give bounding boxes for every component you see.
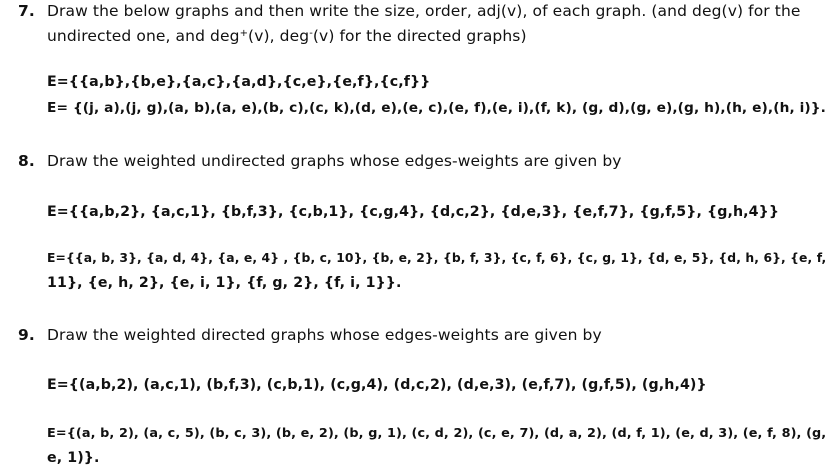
question-8-edge-set-2-line-2: 11}, {e, h, 2}, {e, i, 1}, {f, g, 2}, {f, i, 1}}. bbox=[47, 275, 402, 291]
question-7-text-line-2-part-a: undirected one, and deg bbox=[47, 27, 240, 45]
question-9-edge-set-2-line-1: E={(a, b, 2), (a, c, 5), (b, c, 3), (b, e, 2), (b, g, 1), (c, d, 2), (c, e, 7), (d, a, 2), (d, f, 1), (e, d, 3), (e, f, 8), (g, bbox=[47, 426, 827, 441]
question-9-edge-set-1: E={(a,b,2), (a,c,1), (b,f,3), (c,b,1), (c,g,4), (d,c,2), (d,e,3), (e,f,7), (g,f,5), (g,h,4)} bbox=[47, 377, 707, 393]
question-7-edge-set-2: E= {(j, a),(j, g),(a, b),(a, e),(b, c),(c, k),(d, e),(e, c),(e, f),(e, i),(f, k), (g, d),(g, e),(g, h),(h, e),(h, i)}. bbox=[47, 100, 826, 116]
degree-plus-superscript: + bbox=[239, 28, 249, 39]
question-7-number: 7. bbox=[18, 2, 35, 20]
question-8-edge-set-1: E={{a,b,2}, {a,c,1}, {b,f,3}, {c,b,1}, {c,g,4}, {d,c,2}, {d,e,3}, {e,f,7}, {g,f,5}, {g,h,4}} bbox=[47, 204, 780, 220]
question-7-text-line-2-part-c: (v) for the directed graphs) bbox=[312, 27, 527, 45]
question-7-text-line-2 bbox=[47, 26, 527, 46]
question-7-text-line-2-part-b: (v), deg bbox=[248, 27, 310, 45]
question-7-text-line-1: Draw the below graphs and then write the size, order, adj(v), of each graph. (and deg(v) for the bbox=[47, 2, 801, 20]
question-9-edge-set-2-line-2: e, 1)}. bbox=[47, 450, 100, 466]
question-8-edge-set-2-line-1: E={{a, b, 3}, {a, d, 4}, {a, e, 4} , {b, c, 10}, {b, e, 2}, {b, f, 3}, {c, f, 6}, {c, g, 1}, {d, e, 5}, {d, h, 6}, {e, f, bbox=[47, 251, 827, 265]
degree-minus-superscript: - bbox=[309, 28, 313, 39]
question-8-number: 8. bbox=[18, 152, 35, 170]
question-8-text: Draw the weighted undirected graphs whose edges-weights are given by bbox=[47, 152, 622, 170]
question-7-edge-set-1: E={{a,b},{b,e},{a,c},{a,d},{c,e},{e,f},{c,f}} bbox=[47, 74, 431, 90]
question-9-text: Draw the weighted directed graphs whose edges-weights are given by bbox=[47, 326, 602, 344]
question-9-number: 9. bbox=[18, 326, 35, 344]
